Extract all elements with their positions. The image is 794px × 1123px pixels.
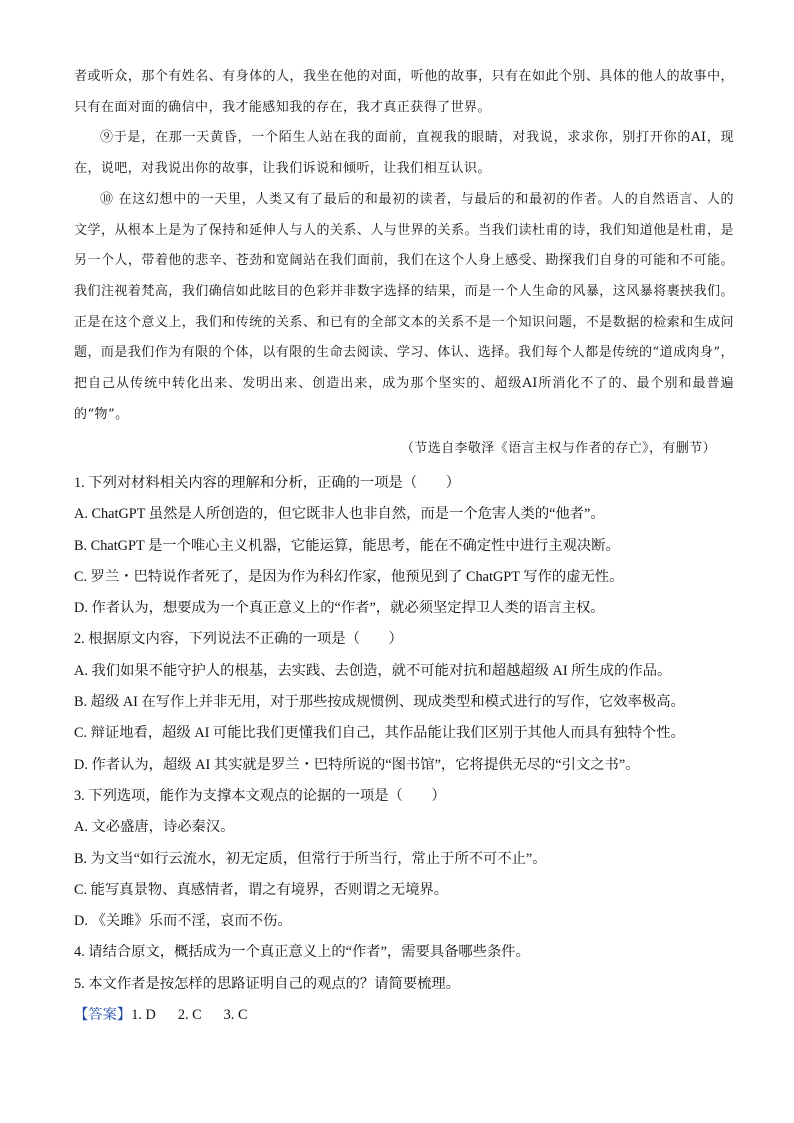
question-1-option-b: B. ChatGPT 是一个唯心主义机器，它能运算，能思考，能在不确定性中进行主观决断。 bbox=[74, 537, 620, 554]
question-3-option-b: B. 为文当“如行云流水，初无定质，但常行于所当行，常止于所不可不止”。 bbox=[74, 850, 547, 867]
passage-paragraph-10: ⑩ 在这幻想中的一天里，人类又有了最后的和最初的读者，与最后的和最初的作者。人的自然语言、人的文学，从根本上是为了保持和延伸人与人的关系、人与世界的关系。当我们读杜甫的诗，我们知道他是杜甫，是另一个人，带着他的悲辛、苍劲和宽阔站在我们面前，我们在这个人身上感受、勘探我们自身的可能和不可能。我们注视着梵高，我们确信如此眩目的色彩并非数字选择的结果，而是一个人生命的风暴，这风暴将裹挟我们。正是在这个意义上，我们和传统的关系、和已有的全部文本的关系不是一个知识问题，不是数据的检索和生成问题，而是我们作为有限的个体，以有限的生命去阅读、学习、体认、选择。我们每个人都是传统的“道成肉身”，把自己从传统中转化出来、发明出来、创造出来，成为那个坚实的、超级AI所消化不了的、最个别和最普遍的“物”。 bbox=[74, 191, 734, 422]
question-2-option-b: B. 超级 AI 在写作上并非无用，对于那些按成规惯例、现成类型和模式进行的写作，它效率极高。 bbox=[74, 694, 685, 711]
question-3-option-c: C. 能写真景物、真感情者，谓之有境界，否则谓之无境界。 bbox=[74, 881, 449, 898]
question-2-stem: 2. 根据原文内容，下列说法不正确的一项是（ ） bbox=[74, 631, 403, 648]
reading-passage bbox=[74, 62, 734, 430]
question-5-stem: 5. 本文作者是按怎样的思路证明自己的观点的？请简要梳理。 bbox=[74, 975, 461, 992]
question-1-option-d: D. 作者认为，想要成为一个真正意义上的“作者”，就必须坚定捍卫人类的语言主权。 bbox=[74, 600, 605, 617]
question-2-option-a: A. 我们如果不能守护人的根基，去实践、去创造，就不可能对抗和超越超级 AI 所生成的作品。 bbox=[74, 662, 672, 679]
passage-paragraph-9: ⑨于是，在那一天黄昏，一个陌生人站在我的面前，直视我的眼睛，对我说，求求你，别打开你的AI，现在，说吧，对我说出你的故事，让我们诉说和倾听，让我们相互认识。 bbox=[74, 130, 734, 177]
answer-item-2: 2. C bbox=[177, 1007, 202, 1024]
passage-source: （节选自李敬泽《语言主权与作者的存亡》，有删节） bbox=[400, 441, 716, 456]
question-4-stem: 4. 请结合原文，概括成为一个真正意义上的“作者”，需要具备哪些条件。 bbox=[74, 944, 530, 961]
question-1-option-a: A. ChatGPT 虽然是人所创造的，但它既非人也非自然，而是一个危害人类的“他者”。 bbox=[74, 506, 605, 523]
answer-item-3: 3. C bbox=[223, 1007, 248, 1024]
question-3-option-d: D. 《关雎》乐而不淫，哀而不伤。 bbox=[74, 913, 292, 930]
passage-paragraph-8-end: 者或听众，那个有姓名、有身体的人，我坐在他的对面，听他的故事，只有在如此个别、具体的他人的故事中，只有在面对面的确信中，我才能感知我的存在，我才真正获得了世界。 bbox=[74, 69, 734, 115]
answer-item-1: 1. D bbox=[131, 1007, 156, 1024]
answer-label: 【答案】 bbox=[74, 1007, 132, 1024]
answer-key bbox=[74, 1000, 734, 1031]
question-3-option-a: A. 文必盛唐，诗必秦汉。 bbox=[74, 819, 235, 836]
question-2-option-c: C. 辩证地看，超级 AI 可能比我们更懂我们自己，其作品能让我们区别于其他人而具有独特个性。 bbox=[74, 725, 685, 742]
question-2-option-d: D. 作者认为，超级 AI 其实就是罗兰・巴特所说的“图书馆”，它将提供无尽的“引文之书”。 bbox=[74, 756, 640, 773]
question-list bbox=[74, 468, 734, 1031]
question-1-stem: 1. 下列对材料相关内容的理解和分析，正确的一项是（ ） bbox=[74, 475, 461, 491]
question-3-stem: 3. 下列选项，能作为支撑本文观点的论据的一项是（ ） bbox=[74, 787, 446, 804]
question-1-option-c: C. 罗兰・巴特说作者死了，是因为作为科幻作家，他预见到了 ChatGPT 写作的虚无性。 bbox=[74, 568, 624, 585]
